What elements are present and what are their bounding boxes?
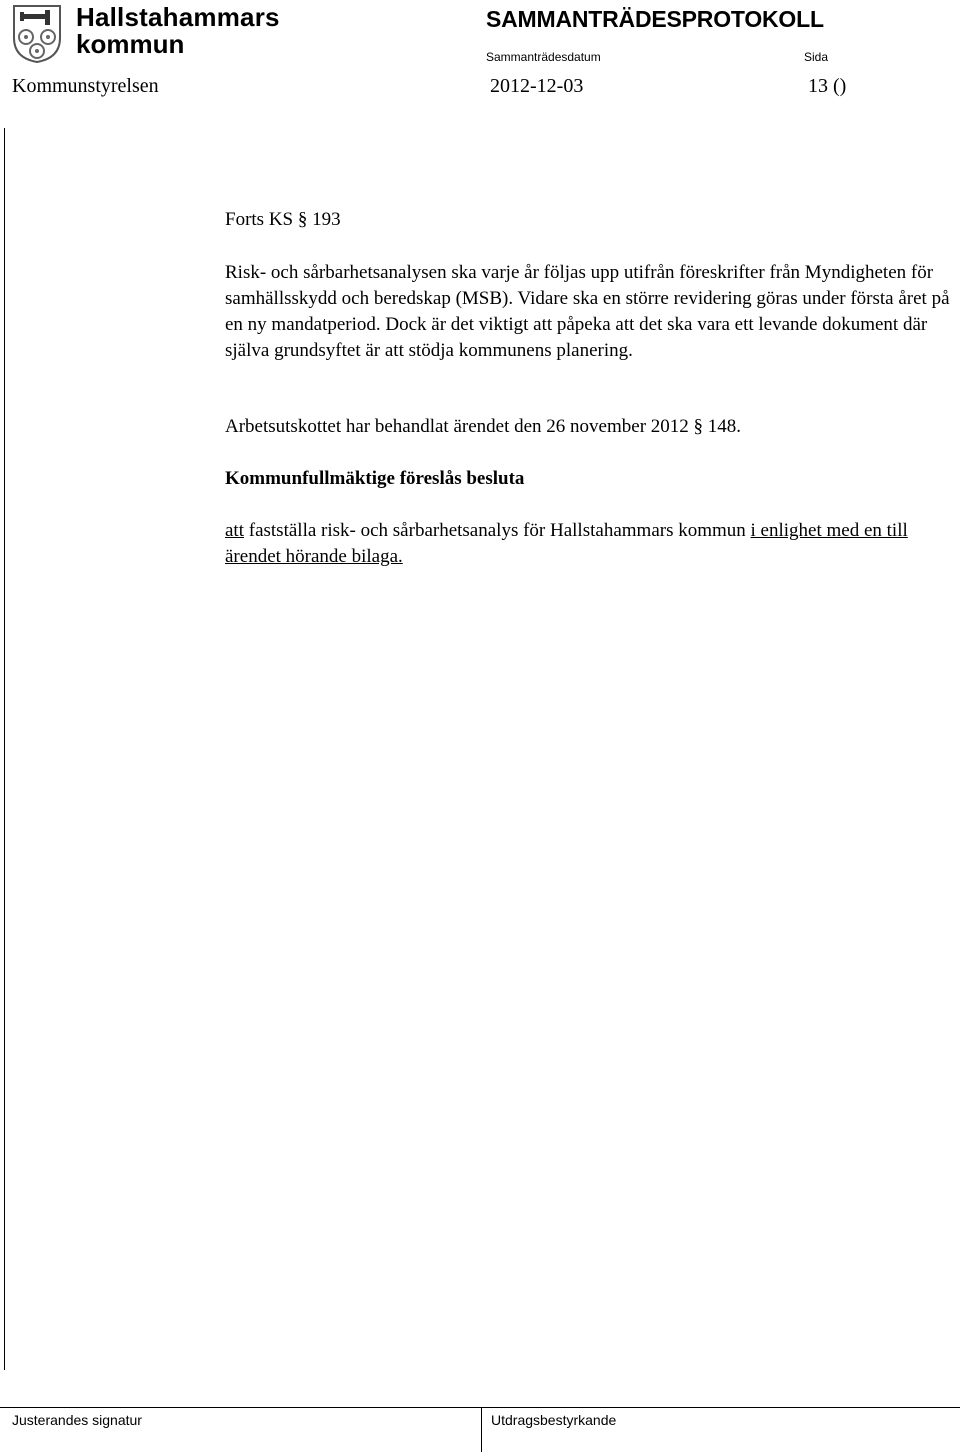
footer-rule (0, 1407, 960, 1408)
meeting-date: 2012-12-03 (490, 75, 584, 97)
decision-paragraph (225, 518, 955, 570)
signature-label: Justerandes signatur (12, 1412, 142, 1428)
committee-name: Kommunstyrelsen (12, 75, 159, 97)
footer-divider (481, 1408, 482, 1452)
meeting-date-label: Sammanträdesdatum (486, 50, 601, 64)
logo-text-kommun: kommun (76, 29, 185, 59)
document-title: SAMMANTRÄDESPROTOKOLL (486, 6, 824, 32)
logo-text-hallstahammars: Hallstahammars (76, 2, 280, 32)
committee-handling-paragraph: Arbetsutskottet har behandlat ärendet den 26 november 2012 § 148. (225, 416, 742, 437)
decision-att: att (225, 520, 244, 541)
proposal-heading: Kommunfullmäktige föreslås besluta (225, 468, 525, 489)
decision-attachment-text: i enlighet med en till ärendet hörande bilaga. (225, 520, 908, 567)
coat-of-arms-icon (12, 4, 62, 64)
certification-label: Utdragsbestyrkande (491, 1412, 617, 1428)
left-margin-rule (4, 128, 5, 1370)
page-label: Sida (804, 50, 829, 64)
page-number: 13 () (808, 75, 847, 97)
section-reference: Forts KS § 193 (225, 209, 341, 230)
risk-analysis-paragraph: Risk- och sårbarhetsanalysen ska varje år följas upp utifrån föreskrifter från Myndigheten för samhällsskydd och beredskap (MSB). Vidare ska en större revidering göras under första året på en ny mandatperiod. Dock är det viktigt att påpeka att det ska vara ett levande dokument där själva grundsyftet är att stödja kommunens planering. (225, 262, 950, 361)
decision-text: fastställa risk- och sårbarhetsanalys för Hallstahammars kommun (244, 520, 751, 541)
